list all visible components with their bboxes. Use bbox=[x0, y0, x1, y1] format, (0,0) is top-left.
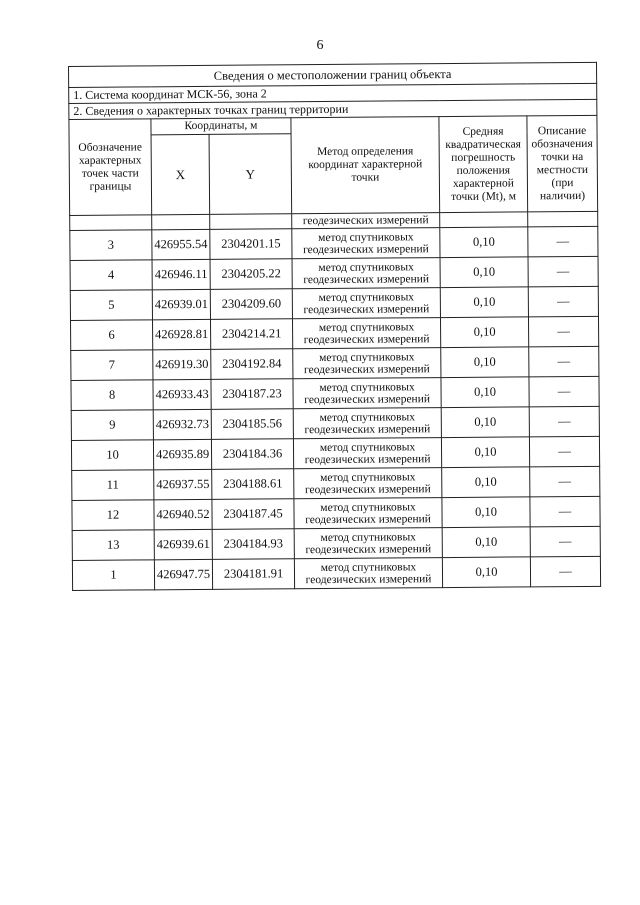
coord-x: 426932.73 bbox=[153, 409, 211, 439]
header-point-designation: Обозначение характерных точек части границы bbox=[69, 119, 152, 216]
method-line-2: геодезических измерений bbox=[305, 542, 432, 556]
description-value: — bbox=[528, 316, 598, 347]
table-row bbox=[71, 376, 599, 410]
method-line-1: метод спутниковых bbox=[318, 320, 415, 334]
point-number: 13 bbox=[72, 530, 154, 561]
method-cell bbox=[293, 438, 441, 469]
method-line-1: метод спутниковых bbox=[320, 500, 416, 514]
point-number: 4 bbox=[70, 260, 152, 291]
description-value: — bbox=[530, 496, 600, 527]
point-number: 5 bbox=[70, 290, 152, 321]
table-row bbox=[71, 346, 599, 380]
table-row bbox=[70, 316, 598, 350]
continuation-cell bbox=[210, 214, 292, 230]
method-line-1: метод спутниковых bbox=[318, 230, 414, 244]
table-row bbox=[72, 556, 600, 590]
coord-x: 426933.43 bbox=[153, 379, 211, 409]
method-line-1: метод спутниковых bbox=[319, 350, 415, 364]
method-line-2: геодезических измерений bbox=[303, 362, 430, 376]
accuracy-value: 0,10 bbox=[442, 497, 530, 528]
description-value: — bbox=[528, 226, 598, 257]
description-value: — bbox=[530, 466, 600, 497]
description-value: — bbox=[529, 346, 599, 377]
method-line-1: метод спутниковых bbox=[319, 380, 415, 394]
coord-x: 426937.55 bbox=[154, 469, 212, 499]
method-line-2: геодезических измерений bbox=[304, 452, 431, 466]
table-row bbox=[71, 406, 599, 440]
description-value: — bbox=[529, 376, 599, 407]
coord-y: 2304184.36 bbox=[211, 439, 293, 470]
coord-x: 426940.52 bbox=[154, 499, 212, 529]
method-line-2: геодезических измерений bbox=[304, 392, 431, 406]
header-description: Описание обозначения точки на местности (при наличии) bbox=[527, 115, 598, 212]
method-cell bbox=[293, 348, 441, 379]
coord-x: 426919.30 bbox=[153, 349, 211, 379]
coord-y: 2304181.91 bbox=[212, 559, 294, 590]
table-row bbox=[71, 436, 599, 470]
method-cell bbox=[293, 408, 441, 439]
coord-y: 2304188.61 bbox=[212, 469, 294, 500]
coord-x: 426935.89 bbox=[153, 439, 211, 469]
method-line-1: метод спутниковых bbox=[319, 410, 416, 424]
method-line-2: геодезических измерений bbox=[303, 302, 430, 316]
description-value: — bbox=[528, 286, 598, 317]
header-coordinates: Координаты, м bbox=[151, 118, 291, 135]
point-number: 10 bbox=[71, 440, 153, 471]
point-number: 3 bbox=[70, 230, 152, 261]
method-line-1: метод спутниковых bbox=[318, 290, 415, 304]
method-line-2: геодезических измерений bbox=[305, 572, 432, 586]
description-value: — bbox=[530, 556, 600, 587]
accuracy-value: 0,10 bbox=[442, 527, 530, 558]
accuracy-value: 0,10 bbox=[440, 317, 528, 348]
method-line-1: метод спутниковых bbox=[318, 260, 414, 274]
header-accuracy: Средняя квадратическая погрешность положения характерной точки (Mt), м bbox=[439, 116, 528, 213]
coord-x: 426955.54 bbox=[152, 229, 210, 259]
method-line-2: геодезических измерений bbox=[303, 242, 429, 256]
method-cell bbox=[294, 558, 442, 589]
method-cell bbox=[292, 288, 440, 319]
continuation-cell bbox=[528, 211, 598, 227]
points-section-line: 2. Сведения о характерных точках границ территории bbox=[69, 99, 597, 119]
accuracy-value: 0,10 bbox=[442, 557, 530, 588]
accuracy-value: 0,10 bbox=[441, 437, 529, 468]
page-number: 6 bbox=[316, 38, 324, 53]
method-line-2: геодезических измерений bbox=[305, 512, 431, 526]
accuracy-value: 0,10 bbox=[442, 467, 530, 498]
coord-x: 426939.01 bbox=[152, 289, 210, 319]
accuracy-value: 0,10 bbox=[441, 407, 529, 438]
method-cell bbox=[292, 258, 440, 289]
description-value: — bbox=[528, 256, 598, 287]
point-number: 11 bbox=[72, 470, 154, 501]
point-number: 7 bbox=[71, 350, 153, 381]
method-cell bbox=[294, 498, 442, 529]
coord-y: 2304214.21 bbox=[210, 319, 292, 350]
description-value: — bbox=[529, 406, 599, 437]
coord-y: 2304184.93 bbox=[212, 529, 294, 560]
coord-y: 2304209.60 bbox=[210, 289, 292, 320]
coord-y: 2304185.56 bbox=[211, 409, 293, 440]
continuation-cell bbox=[70, 215, 152, 231]
table-row bbox=[72, 466, 600, 500]
accuracy-value: 0,10 bbox=[440, 287, 528, 318]
header-method: Метод определения координат характерной точки bbox=[291, 117, 440, 214]
continuation-method: геодезических измерений bbox=[292, 213, 440, 229]
coord-x: 426946.11 bbox=[152, 259, 210, 289]
method-line-2: геодезических измерений bbox=[304, 422, 431, 436]
method-line-2: геодезических измерений bbox=[304, 482, 431, 496]
coord-y: 2304187.23 bbox=[211, 379, 293, 410]
method-line-1: метод спутниковых bbox=[320, 530, 416, 544]
table-row bbox=[70, 226, 598, 260]
continuation-cell bbox=[152, 214, 210, 229]
accuracy-value: 0,10 bbox=[440, 227, 528, 258]
coord-x: 426928.81 bbox=[152, 319, 210, 349]
method-cell bbox=[294, 528, 442, 559]
header-x: X bbox=[151, 134, 210, 214]
coord-y: 2304187.45 bbox=[212, 499, 294, 530]
coord-y: 2304201.15 bbox=[210, 229, 292, 260]
method-line-2: геодезических измерений bbox=[303, 332, 430, 346]
accuracy-value: 0,10 bbox=[440, 257, 528, 288]
point-number: 12 bbox=[72, 500, 154, 531]
header-y: Y bbox=[209, 134, 292, 215]
coord-x: 426947.75 bbox=[154, 559, 212, 589]
continuation-cell bbox=[440, 212, 528, 228]
method-line-2: геодезических измерений bbox=[303, 272, 430, 286]
table-row bbox=[70, 286, 598, 320]
method-line-1: метод спутниковых bbox=[320, 560, 417, 574]
table-row bbox=[70, 256, 598, 290]
table-row bbox=[72, 496, 600, 530]
method-cell bbox=[293, 378, 441, 409]
point-number: 9 bbox=[71, 410, 153, 441]
method-cell bbox=[294, 468, 442, 499]
coord-y: 2304205.22 bbox=[210, 259, 292, 290]
description-value: — bbox=[530, 526, 600, 557]
accuracy-value: 0,10 bbox=[441, 377, 529, 408]
method-cell bbox=[292, 228, 440, 259]
table-row bbox=[72, 526, 600, 560]
point-number: 6 bbox=[70, 320, 152, 351]
point-number: 1 bbox=[72, 560, 154, 591]
boundary-table bbox=[68, 62, 601, 591]
coord-y: 2304192.84 bbox=[211, 349, 293, 380]
point-number: 8 bbox=[71, 380, 153, 411]
method-cell bbox=[292, 318, 440, 349]
method-line-1: метод спутниковых bbox=[319, 470, 416, 484]
coord-x: 426939.61 bbox=[154, 529, 212, 559]
coordinate-system-line: 1. Система координат МСК-56, зона 2 bbox=[69, 83, 597, 103]
accuracy-value: 0,10 bbox=[441, 347, 529, 378]
table-title: Сведения о местоположении границ объекта bbox=[69, 62, 597, 87]
description-value: — bbox=[529, 436, 599, 467]
method-line-1: метод спутниковых bbox=[319, 440, 416, 454]
